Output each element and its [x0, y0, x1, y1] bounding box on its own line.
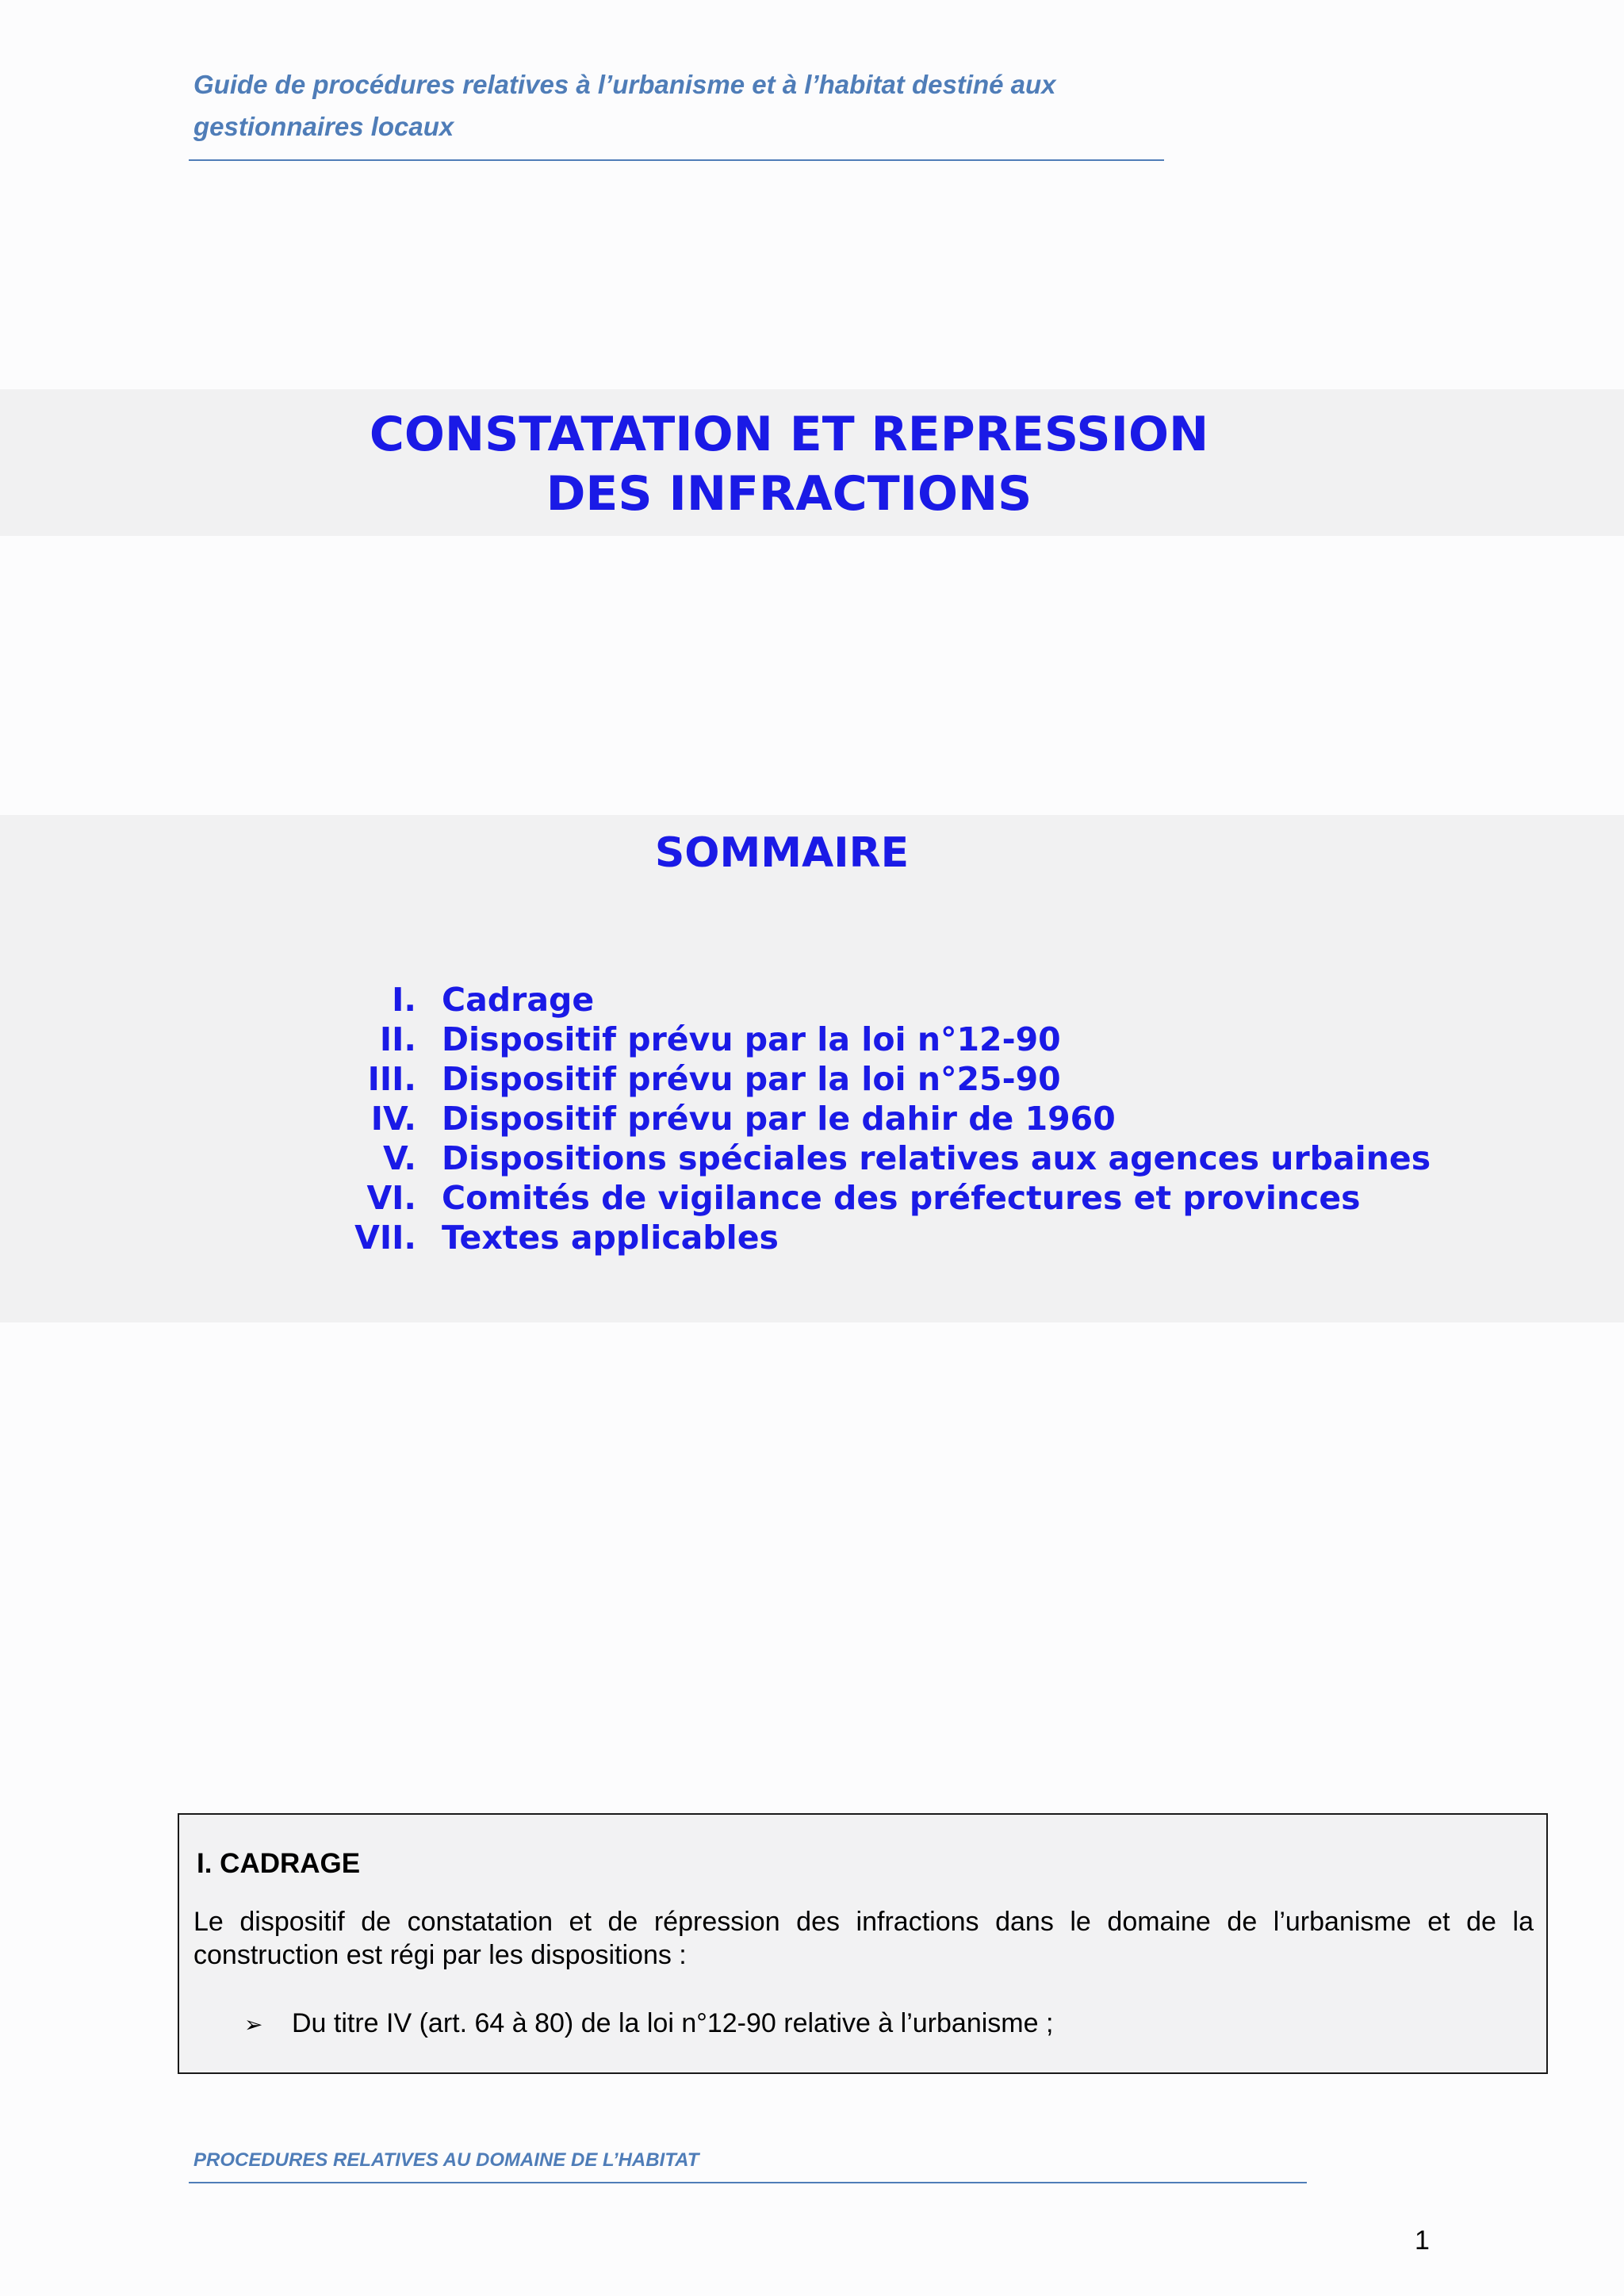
- toc-item-number: VI.: [366, 1179, 416, 1217]
- footer-divider: [189, 2182, 1307, 2183]
- page-number: 1: [1415, 2225, 1430, 2256]
- toc-item-label: Dispositif prévu par la loi n°12-90: [442, 1020, 1061, 1058]
- toc-item: [301, 1020, 1431, 1059]
- document-title: [0, 405, 1578, 524]
- toc-item-label: Dispositif prévu par le dahir de 1960: [442, 1100, 1116, 1138]
- toc-item-number: VII.: [354, 1219, 416, 1257]
- running-footer: PROCEDURES RELATIVES AU DOMAINE DE L’HABITAT: [193, 2149, 699, 2171]
- toc-item-number: IV.: [370, 1100, 416, 1138]
- toc-item-label: Cadrage: [442, 981, 595, 1019]
- title-line-2: DES INFRACTIONS: [546, 466, 1032, 522]
- toc-item-number: II.: [379, 1020, 416, 1058]
- cadrage-section-box: [178, 1813, 1548, 2074]
- arrow-bullet-icon: ➢: [244, 2011, 263, 2038]
- toc-item: [301, 1099, 1431, 1138]
- toc-item: [301, 980, 1431, 1020]
- toc-item-number: III.: [367, 1060, 416, 1098]
- running-header: Guide de procédures relatives à l’urbanisme et à l’habitat destiné aux gestionnaires locaux: [193, 70, 1056, 141]
- summary-heading: SOMMAIRE: [654, 829, 910, 877]
- toc-item: [301, 1059, 1431, 1099]
- table-of-contents: [301, 980, 1431, 1257]
- toc-item-label: Dispositions spéciales relatives aux agences urbaines: [442, 1139, 1431, 1177]
- toc-item: [301, 1218, 1431, 1257]
- title-line-1: CONSTATATION ET REPRESSION: [369, 407, 1209, 462]
- toc-item-label: Comités de vigilance des préfectures et provinces: [442, 1179, 1361, 1217]
- toc-item: [301, 1178, 1431, 1218]
- bullet-item: [244, 2007, 1053, 2042]
- header-divider: [189, 159, 1164, 161]
- section-paragraph: Le dispositif de constatation et de répression des infractions dans le domaine de l’urbanisme et de la construction est régi par les dispositions :: [193, 1907, 1534, 1970]
- section-heading: I. CADRAGE: [197, 1848, 361, 1879]
- toc-item-label: Dispositif prévu par la loi n°25-90: [442, 1060, 1061, 1098]
- toc-item-label: Textes applicables: [442, 1219, 779, 1257]
- toc-item-number: I.: [392, 981, 416, 1019]
- toc-item: [301, 1138, 1431, 1178]
- toc-item-number: V.: [382, 1139, 416, 1177]
- bullet-text: Du titre IV (art. 64 à 80) de la loi n°12-90 relative à l’urbanisme ;: [292, 2008, 1054, 2038]
